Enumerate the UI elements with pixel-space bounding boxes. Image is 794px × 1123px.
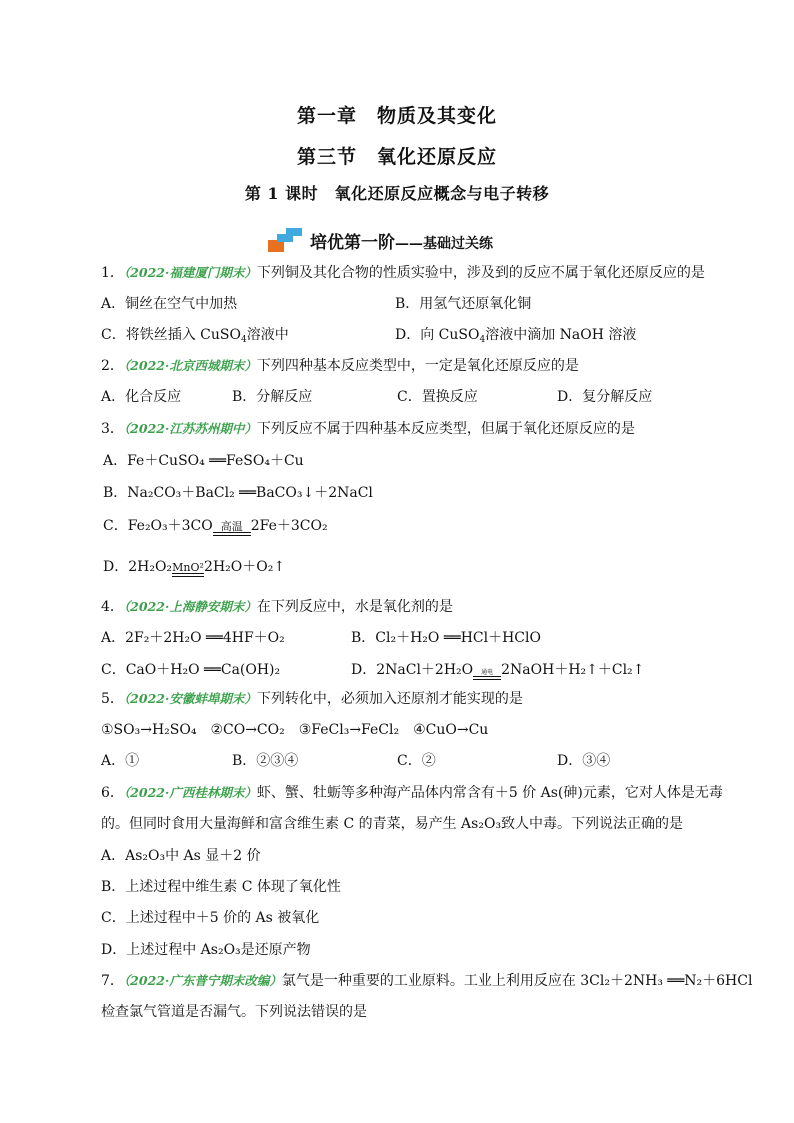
q2-option-d: D．复分解反应 <box>557 389 653 405</box>
q5-option-b: B．②③④ <box>232 753 299 769</box>
lesson-title: 第 1 课时 氧化还原反应概念与电子转移 <box>244 184 550 203</box>
q2-option-b: B．分解反应 <box>232 389 313 405</box>
q5-option-a: A．① <box>101 753 140 769</box>
q1-option-b: B．用氢气还原氧化铜 <box>395 296 532 312</box>
question-7-stem-cont: 检查氯气管道是否漏气。下列说法错误的是 <box>101 1004 367 1020</box>
q3-option-a: A．Fe＋CuSO₄ ══FeSO₄＋Cu <box>103 453 304 469</box>
reaction-condition: MnO² <box>172 561 204 574</box>
question-source: （2022·江苏苏州期中） <box>123 421 257 436</box>
section-header <box>268 227 493 253</box>
q3-option-b: B．Na₂CO₃＋BaCl₂ ══BaCO₃↓＋2NaCl <box>103 485 373 501</box>
section-header-main: 培优第一阶 <box>310 232 395 253</box>
q5-option-d: D．③④ <box>557 753 611 769</box>
question-6-stem: 6．（2022·广西桂林期末）虾、蟹、牡蛎等多种海产品体内常含有＋5 价 As(砷)元素，它对人体是无毒 <box>101 785 723 801</box>
q4-option-d: D．2NaCl＋2H₂O 通电 2NaOH＋H₂↑＋Cl₂↑ <box>351 662 645 678</box>
q6-option-d: D．上述过程中 As₂O₃是还原产物 <box>101 942 311 958</box>
q1-option-d: D．向 CuSO$_4$溶液中滴加 NaOH 溶液 <box>395 327 637 345</box>
chapter-title: 第一章 物质及其变化 <box>296 105 497 127</box>
q4-option-a: A．2F₂＋2H₂O ══4HF＋O₂ <box>101 630 285 646</box>
section-header-sub: ——基础过关练 <box>395 235 493 252</box>
q6-option-c: C．上述过程中＋5 价的 As 被氧化 <box>101 910 320 926</box>
q2-option-c: C．置换反应 <box>397 389 478 405</box>
question-7-stem: 7．（2022·广东普宁期末改编）氯气是一种重要的工业原料。工业上利用反应在 3Cl₂＋2NH₃ ══N₂＋6HCl <box>101 973 753 989</box>
question-source: （2022·上海静安期末） <box>123 599 257 614</box>
question-1-stem: 1．（2022·福建厦门期末）下列铜及其化合物的性质实验中，涉及到的反应不属于氧化还原反应的是 <box>101 265 705 281</box>
stairs-icon <box>268 228 304 252</box>
q4-option-b: B．Cl₂＋H₂O ══HCl＋HClO <box>351 630 541 646</box>
reaction-condition: 通电 <box>481 669 494 676</box>
q5-option-c: C．② <box>397 753 436 769</box>
q3-option-d: D．2H₂O₂ MnO² 2H₂O＋O₂↑ <box>103 559 286 575</box>
question-3-stem: 3．（2022·江苏苏州期中）下列反应不属于四种基本反应类型，但属于氧化还原反应的是 <box>101 421 635 437</box>
q6-option-a: A．As₂O₃中 As 显＋2 价 <box>101 848 261 864</box>
q1-option-c: C．将铁丝插入 CuSO$_4$溶液中 <box>101 327 289 345</box>
question-source: （2022·广东普宁期末改编） <box>123 973 282 988</box>
question-4-stem: 4．（2022·上海静安期末）在下列反应中，水是氧化剂的是 <box>101 599 453 615</box>
reaction-condition: 高温 <box>220 520 243 533</box>
q4-option-c: C．CaO＋H₂O ══Ca(OH)₂ <box>101 662 281 678</box>
q5-items: ①SO₃→H₂SO₄ ②CO→CO₂ ③FeCl₃→FeCl₂ ④CuO→Cu <box>101 722 489 738</box>
question-6-stem-cont: 的。但同时食用大量海鲜和富含维生素 C 的青菜，易产生 As₂O₃致人中毒。下列说法正确的是 <box>101 816 684 832</box>
question-source: （2022·福建厦门期末） <box>123 265 257 280</box>
q6-option-b: B．上述过程中维生素 C 体现了氧化性 <box>101 879 341 895</box>
question-5-stem: 5．（2022·安徽蚌埠期末）下列转化中，必须加入还原剂才能实现的是 <box>101 691 523 707</box>
q3-option-c: C．Fe₂O₃＋3CO 高温 2Fe＋3CO₂ <box>103 518 328 534</box>
section-title: 第三节 氧化还原反应 <box>296 146 497 168</box>
question-source: （2022·北京西城期末） <box>123 358 257 373</box>
q1-option-a: A．铜丝在空气中加热 <box>101 296 238 312</box>
question-source: （2022·安徽蚌埠期末） <box>123 691 257 706</box>
question-2-stem: 2．（2022·北京西城期末）下列四种基本反应类型中，一定是氧化还原反应的是 <box>101 358 579 374</box>
q2-option-a: A．化合反应 <box>101 389 182 405</box>
question-source: （2022·广西桂林期末） <box>123 785 257 800</box>
